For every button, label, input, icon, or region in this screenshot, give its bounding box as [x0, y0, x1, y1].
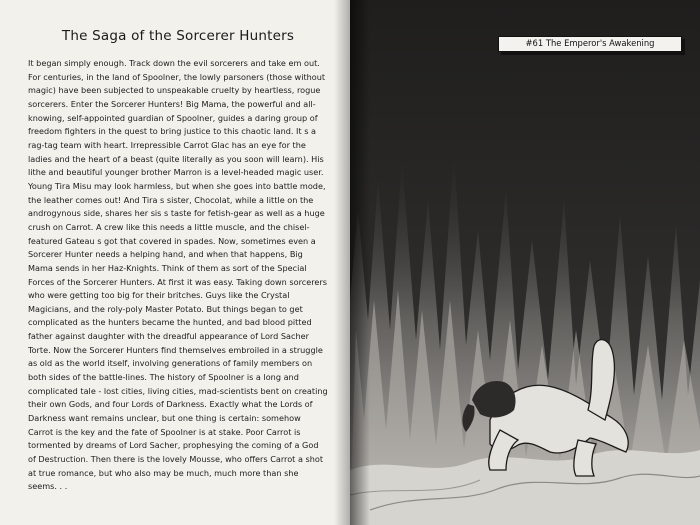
saga-summary-text: It began simply enough. Track down the evil sorcerers and take em out. For centuries, in the land of Spoolner, the lowly parsoners (those without magic) have been subjected to unspeakable cruelty by heartless, rogue sorcerers. Enter the Sorcerer Hunters! Big Mama, the powerful and all-knowing, self-appointed guardian of Spoolner, guides a daring group of freedom fighters in the quest to bring justice to this chaotic land. It s a rag-tag team with heart. Irrepressible Carrot Glac has an eye for the ladies and the heart of a beast (quite literally as you soon will learn). His lithe and beautiful younger brother Marron is a level-headed magic user. Young Tira Misu may look harmless, but when she goes into battle mode, the leather comes out! And Tira s sister, Chocolat, while a little on the androgynous side, shares her sis s taste for fetish-gear as well as a huge crush on Carrot. A crew like this needs a little muscle, and the chisel-featured Gateau s got that covered in spades. Now, sometimes even a Sorcerer Hunter needs a helping hand, and when that happens, Big Mama sends in her Haz-Knights. Think of them as sort of the Special Forces of the Sorcerer Hunters. At first it was easy. Taking down sorcerers who were getting too big for their britches. Guys like the Crystal Magicians, and the roly-poly Master Potato. But things began to get complicated as the hunters became the hunted, and bad blood pitted father against daughter with the dreadful appearance of Lord Sacher Torte. Now the Sorcerer Hunters find themselves embroiled in a struggle as old as the world itself, involving generations of family members on both sides of the battle-lines. The history of Spoolner is a long and complicated tale - lost cities, living cities, mad-scientists bent on creating their own Gods, and four Lords of Darkness. Exactly what the Lords of Darkness want remains unclear, but one thing is certain: somehow Carrot is the key and the fate of Spoolner is at stake. Poor Carrot is tormented by dreams of Lord Sacher, prophesying the coming of a God of Destruction. Then there is the lovely Mousse, who offers Carrot a shot at true romance, but who also may be much, much more than she seems. . . [28, 58, 328, 492]
page-title: The Saga of the Sorcerer Hunters [61, 28, 295, 44]
right-page [350, 0, 700, 525]
manga-illustration [350, 0, 700, 525]
gutter-shadow-right [350, 0, 370, 525]
gutter-shadow-left [334, 0, 350, 525]
chapter-title-tag: #61 The Emperor's Awakening [498, 36, 682, 52]
